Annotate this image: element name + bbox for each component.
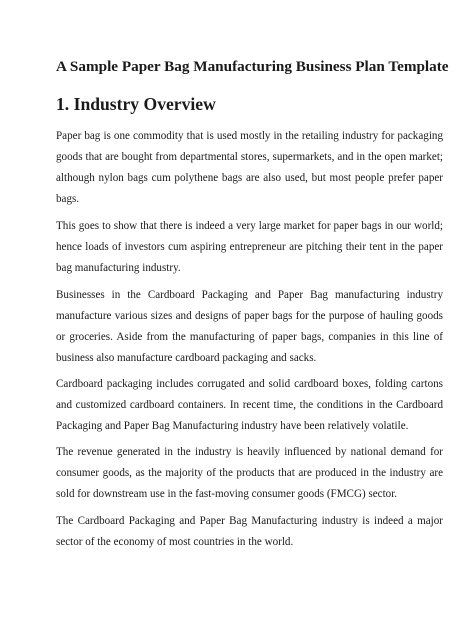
paragraph-3: Businesses in the Cardboard Packaging and Paper Bag manufacturing industry manufacture various sizes and designs of paper bags for the purpose of hauling goods or groceries. Aside from the manufacturing of paper bags, companies in this line of business also manufacture cardboard packaging and sacks. (56, 289, 443, 364)
paragraph-1: Paper bag is one commodity that is used mostly in the retailing industry for packaging goods that are bought from departmental stores, supermarkets, and in the open market; although nylon bags cum polythene bags are also used, but most people prefer paper bags. (56, 130, 443, 205)
document-title: A Sample Paper Bag Manufacturing Business Plan Template (56, 58, 449, 75)
paragraph-5: The revenue generated in the industry is heavily influenced by national demand for consumer goods, as the majority of the products that are produced in the industry are sold for downstream use in the fast-moving consumer goods (FMCG) sector. (56, 446, 443, 500)
paragraph-2: This goes to show that there is indeed a very large market for paper bags in our world; hence loads of investors cum aspiring entrepreneur are pitching their tent in the paper bag manufacturing industry. (56, 220, 443, 274)
paragraph-6: The Cardboard Packaging and Paper Bag Manufacturing industry is indeed a major sector of the economy of most countries in the world. (56, 515, 443, 548)
paragraph-4: Cardboard packaging includes corrugated and solid cardboard boxes, folding cartons and customized cardboard containers. In recent time, the conditions in the Cardboard Packaging and Paper Bag Manufacturing industry have been relatively volatile. (56, 378, 443, 432)
section-heading: 1. Industry Overview (56, 94, 216, 114)
